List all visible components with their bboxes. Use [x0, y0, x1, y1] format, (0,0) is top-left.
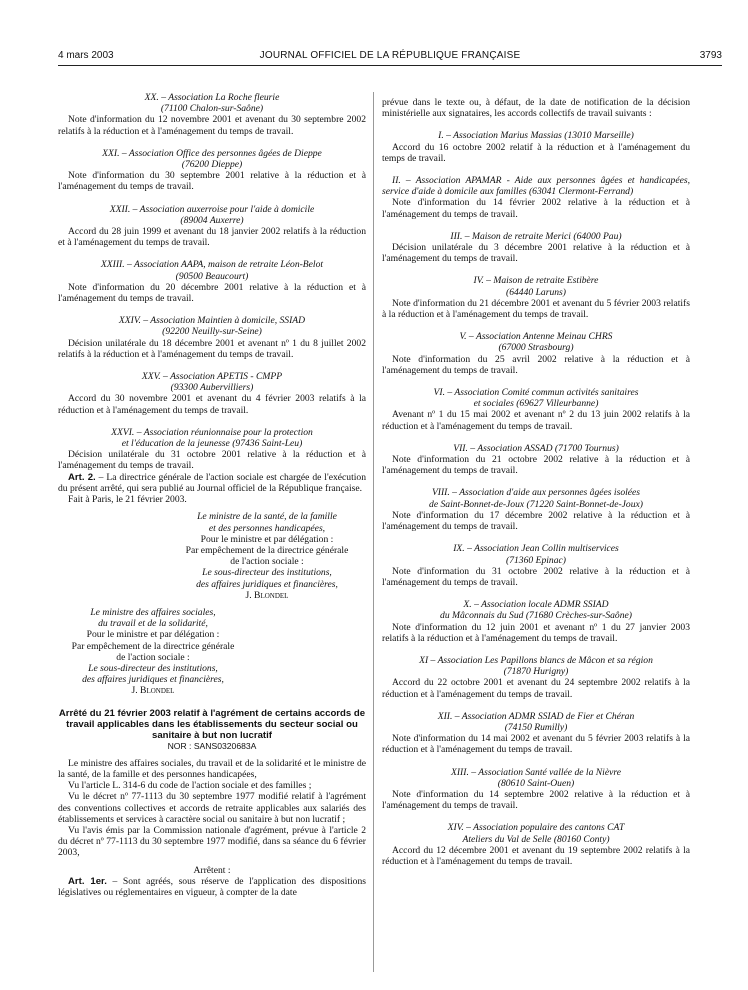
section-text: Accord du 22 octobre 2001 et avenant du 24 septembre 2002 relatifs à la réduction et à l'aménagement du temps de travail. — [382, 677, 690, 700]
section-x — [382, 599, 690, 644]
section-xxv — [58, 371, 366, 416]
section-text: Décision unilatérale du 18 décembre 2001 et avenant nº 1 du 8 juillet 2002 relatifs à la réduction et à l'aménagement du temps de travail. — [58, 337, 366, 360]
arretent-heading: Arrêtent : — [193, 864, 231, 876]
section-xxiii — [58, 259, 366, 304]
section-iii — [382, 231, 690, 265]
section-text: Note d'information du 14 septembre 2002 relative à la réduction et à l'aménagement du temps de travail. — [382, 788, 690, 812]
section-title: VI. – Association Comité commun activités sanitaires et sociales (69627 Villeurbanne) — [433, 387, 639, 410]
article-1-continuation: prévue dans le texte ou, à défaut, de la date de notification de la décision ministérielle aux signataires, les accords collectifs de travail suivants : — [382, 97, 690, 120]
section-title: XI – Association Les Papillons blancs de Mâcon et sa région (71870 Hurigny) — [419, 654, 653, 678]
section-ii — [382, 175, 690, 220]
section-text: Note d'information du 14 février 2002 relative à la réduction et à l'aménagement du temps de travail. — [382, 197, 690, 220]
section-vii — [382, 443, 690, 477]
section-title: II. – Association APAMAR - Aide aux personnes âgées et handicapées, service d'aide à domicile aux familles (63041 Clermont-Ferrand) — [382, 175, 690, 198]
header-page-number: 3793 — [699, 50, 722, 61]
section-text: Note d'information du 20 décembre 2001 relative à la réduction et à l'aménagement du temps de travail. — [58, 281, 366, 305]
section-text: Note d'information du 21 décembre 2001 et avenant du 5 février 2003 relatifs à la réduction et à l'aménagement du temps de travail. — [382, 297, 690, 321]
header-rule — [58, 65, 722, 66]
section-vi — [382, 387, 690, 432]
article-1: Art. 1er. – Sont agréés, sous réserve de l'application des dispositions législatives ou réglementaires en vigueur, à compter de la date — [58, 875, 366, 898]
section-title: IV. – Maison de retraite Estibère (64440 Laruns) — [473, 275, 599, 298]
section-title: XXIV. – Association Maintien à domicile, SSIAD (92200 Neuilly-sur-Seine) — [118, 315, 306, 338]
section-title: XII. – Association ADMR SSIAD de Fier et Chéran (74150 Rumilly) — [437, 710, 635, 733]
section-text: Accord du 30 novembre 2001 et avenant du 4 février 2003 relatifs à la réduction et à l'aménagement du temps de travail. — [58, 393, 366, 416]
section-text: Décision unilatérale du 31 octobre 2001 relative à la réduction et à l'aménagement du temps de travail. — [58, 449, 366, 472]
section-title: V. – Association Antenne Meinau CHRS (67000 Strasbourg) — [459, 331, 613, 354]
section-xiii — [382, 767, 690, 812]
section-title: X. – Association locale ADMR SSIAD du Mâconnais du Sud (71680 Crèches-sur-Saône) — [440, 599, 632, 622]
section-viii — [382, 487, 690, 532]
section-title: XXVI. – Association réunionnaise pour la protection et l'éducation de la jeunesse (97436 Saint-Leu) — [111, 426, 313, 450]
section-title: VIII. – Association d'aide aux personnes âgées isolées de Saint-Bonnet-de-Joux (71220 Saint-Bonnet-de-Joux) — [429, 487, 643, 510]
signature-block-affaires-sociales: Le ministre des affaires sociales, du travail et de la solidarité, Pour le ministre et par délégation : Par empêchement de la directrice générale de l'action sociale : Le sous-directeur des institutions, des affaires juridiques et financières, J. Blondel — [71, 606, 235, 697]
vu-article: Vu l'article L. 314-6 du code de l'action sociale et des familles ; — [68, 780, 312, 792]
section-xx — [58, 92, 366, 137]
header-journal-title: JOURNAL OFFICIEL DE LA RÉPUBLIQUE FRANÇAISE — [259, 50, 521, 61]
section-title: XXV. – Association APETIS - CMPP (93300 Aubervilliers) — [141, 371, 283, 394]
right-column — [382, 97, 690, 867]
section-title: VII. – Association ASSAD (71700 Tournus) — [453, 442, 619, 454]
nor-reference: NOR : SANS0320683A — [167, 740, 257, 751]
vu-avis: Vu l'avis émis par la Commission nationale d'agrément, prévue à l'article 2 du décret nº 77-1113 du 30 septembre 1977 modifié, dans sa séance du 6 février 2003, — [58, 824, 366, 859]
left-column — [58, 92, 366, 898]
section-title: XX. – Association La Roche fleurie (71100 Chalon-sur-Saône) — [144, 92, 280, 115]
signature-block-sante: Le ministre de la santé, de la famille et des personnes handicapées, Pour le ministre et par délégation : Par empêchement de la directrice générale de l'action sociale : Le sous-directeur des institutions, des affaires juridiques et financières, J. Blondel — [185, 511, 349, 601]
section-title: XIII. – Association Santé vallée de la Nièvre (80610 Saint-Ouen) — [451, 766, 621, 789]
section-xiv — [382, 822, 690, 867]
section-xxii — [58, 204, 366, 249]
section-xxvi — [58, 427, 366, 472]
article-2: Art. 2. – La directrice générale de l'action sociale est chargée de l'exécution du présent arrêté, qui sera publié au Journal officiel de la République française. — [58, 471, 366, 494]
section-iv — [382, 275, 690, 320]
preamble: Le ministre des affaires sociales, du travail et de la solidarité et le ministre de la santé, de la famille et des personnes handicapées, — [58, 757, 366, 780]
section-title: XXI. – Association Office des personnes âgées de Dieppe (76200 Dieppe) — [102, 147, 322, 171]
section-text: Accord du 16 octobre 2002 relatif à la réduction et à l'aménagement du temps de travail. — [382, 141, 690, 164]
section-text: Accord du 28 juin 1999 et avenant du 18 janvier 2002 relatifs à la réduction et à l'aménagement du temps de travail. — [58, 226, 366, 249]
section-xi — [382, 655, 690, 700]
section-text: Note d'information du 25 avril 2002 relative à la réduction et à l'aménagement du temps de travail. — [382, 353, 690, 376]
signature-date: Fait à Paris, le 21 février 2003. — [68, 494, 187, 506]
section-text: Note d'information du 31 octobre 2002 relative à la réduction et à l'aménagement du temps de travail. — [382, 565, 690, 588]
section-title: XIV. – Association populaire des cantons CAT Ateliers du Val de Selle (80160 Conty) — [447, 822, 625, 845]
section-text: Décision unilatérale du 3 décembre 2001 relative à la réduction et à l'aménagement du temps de travail. — [382, 242, 690, 265]
section-text: Avenant nº 1 du 15 mai 2002 et avenant nº 2 du 13 juin 2002 relatifs à la réduction et à l'aménagement du temps de travail. — [382, 409, 690, 432]
header-date: 4 mars 2003 — [58, 50, 114, 61]
arrete-title: Arrêté du 21 février 2003 relatif à l'agrément de certains accords de travail applicables dans les établissements du secteur social ou sanitaire à but non lucratif — [58, 707, 366, 741]
section-title: XXIII. – Association AAPA, maison de retraite Léon-Belot (90500 Beaucourt) — [100, 259, 324, 282]
vu-decret: Vu le décret nº 77-1113 du 30 septembre 1977 modifié relatif à l'agrément des conventions collectives et accords de retraite applicables aux salariés des établissements et services à caractère social ou sanitaire à but non lucratif ; — [58, 791, 366, 825]
section-title: XXII. – Association auxerroise pour l'aide à domicile (89004 Auxerre) — [109, 203, 315, 226]
section-title: I. – Association Marius Massias (13010 Marseille) — [438, 130, 634, 142]
section-text: Note d'information du 17 décembre 2002 relative à la réduction et à l'aménagement du temps de travail. — [382, 509, 690, 533]
page-header — [58, 50, 722, 64]
section-text: Note d'information du 30 septembre 2001 relative à la réduction et à l'aménagement du temps de travail. — [58, 170, 366, 193]
section-v — [382, 331, 690, 376]
section-text: Note d'information du 12 juin 2001 et avenant nº 1 du 27 janvier 2003 relatifs à la réduction et à l'aménagement du temps de travail. — [382, 621, 690, 644]
section-i — [382, 130, 690, 164]
section-xxi — [58, 148, 366, 193]
section-xii — [382, 711, 690, 756]
section-ix — [382, 543, 690, 588]
section-title: III. – Maison de retraite Merici (64000 Pau) — [450, 230, 622, 242]
section-text: Note d'information du 14 mai 2002 et avenant du 5 février 2003 relatifs à la réduction et à l'aménagement du temps de travail. — [382, 733, 690, 756]
section-text: Note d'information du 12 novembre 2001 et avenant du 30 septembre 2002 relatifs à la réduction et à l'aménagement du temps de travail. — [58, 114, 366, 137]
section-title: IX. – Association Jean Collin multiservices (71360 Epinac) — [453, 543, 619, 566]
section-text: Note d'information du 21 octobre 2002 relative à la réduction et à l'aménagement du temps de travail. — [382, 454, 690, 477]
column-divider — [373, 92, 374, 972]
section-xxiv — [58, 315, 366, 360]
section-text: Accord du 12 décembre 2001 et avenant du 19 septembre 2002 relatifs à la réduction et à l'aménagement du temps de travail. — [382, 844, 690, 867]
